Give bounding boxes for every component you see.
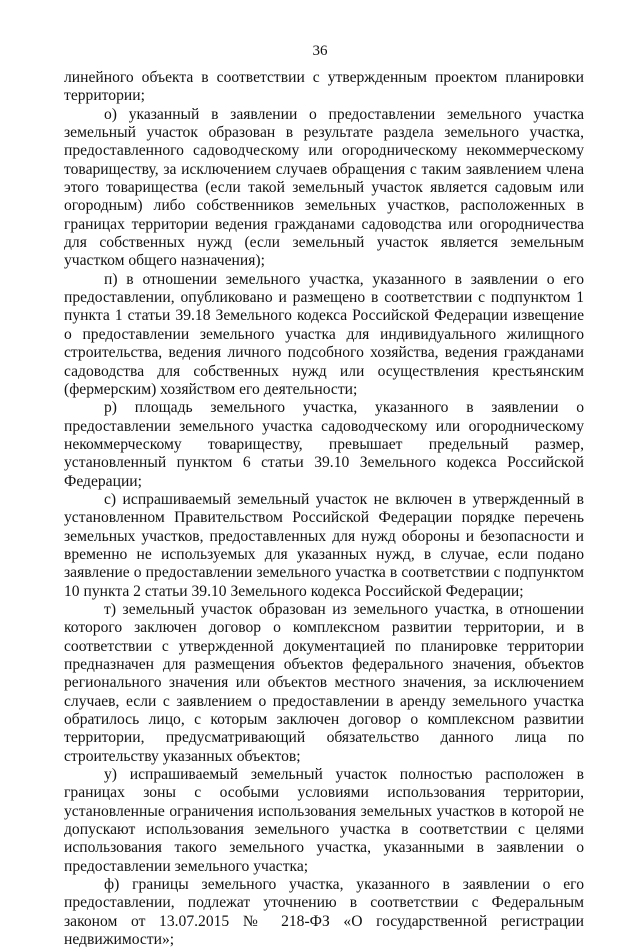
paragraph-item-s: с) испрашиваемый земельный участок не включен в утвержденный в установленном Правительством Российской Федерации порядке перечень земельных участков, предоставленных для нужд обороны и безопасности и временно не используемых для указанных нужд, в случае, если подано заявление о предоставлении земельного участка в соответствии с подпунктом 10 пункта 2 статьи 39.10 Земельного кодекса Российской Федерации; [64, 490, 584, 600]
document-body [64, 69, 584, 950]
paragraph-item-u: у) испрашиваемый земельный участок полностью расположен в границах зоны с особыми условиями использования территории, установленные ограничения использования земельных участков в которой не допускают использования земельного участка в соответствии с целями использования такого земельного участка, указанными в заявлении о предоставлении земельного участка; [64, 766, 584, 875]
paragraph-item-r: р) площадь земельного участка, указанного в заявлении о предоставлении земельного участка садоводческому или огородническому некоммерческому товариществу, превышает предельный размер, установленный пунктом 6 статьи 39.10 Земельного кодекса Российской Федерации; [64, 399, 584, 490]
page-number: 36 [312, 43, 328, 59]
paragraph-item-f: ф) границы земельного участка, указанного в заявлении о его предоставлении, подлежат уточнению в соответствии с Федеральным законом от 13.07.2015 № 218-ФЗ «О государственной регистрации недвижимости»; [64, 876, 584, 949]
paragraph-item-o: о) указанный в заявлении о предоставлении земельного участка земельный участок образован в результате раздела земельного участка, предоставленного садоводческому или огородническому некоммерческому товариществу, за исключением случаев обращения с таким заявлением члена этого товарищества (если такой земельный участок является садовым или огородным) либо собственников земельных участков, расположенных в границах территории ведения гражданами садоводства или огородничества для собственных нужд (если земельный участок является земельным участком общего назначения); [64, 105, 584, 270]
paragraph-continuation: линейного объекта в соответствии с утвержденным проектом планировки территории; [64, 69, 584, 105]
paragraph-item-t: т) земельный участок образован из земельного участка, в отношении которого заключен договор о комплексном развитии территории, и в соответствии с утвержденной документацией по планировке территории предназначен для размещения объектов федерального значения, объектов регионального значения или объектов местного значения, за исключением случаев, если с заявлением о предоставлении в аренду земельного участка обратилось лицо, с которым заключен договор о комплексном развитии территории, предусматривающий обязательство данного лица по строительству указанных объектов; [64, 600, 584, 765]
paragraph-item-p: п) в отношении земельного участка, указанного в заявлении о его предоставлении, опубликовано и размещено в соответствии с подпунктом 1 пункта 1 статьи 39.18 Земельного кодекса Российской Федерации извещение о предоставлении земельного участка для индивидуального жилищного строительства, ведения личного подсобного хозяйства, ведения гражданами садоводства для собственных нужд или осуществления крестьянским (фермерским) хозяйством его деятельности; [64, 270, 584, 398]
